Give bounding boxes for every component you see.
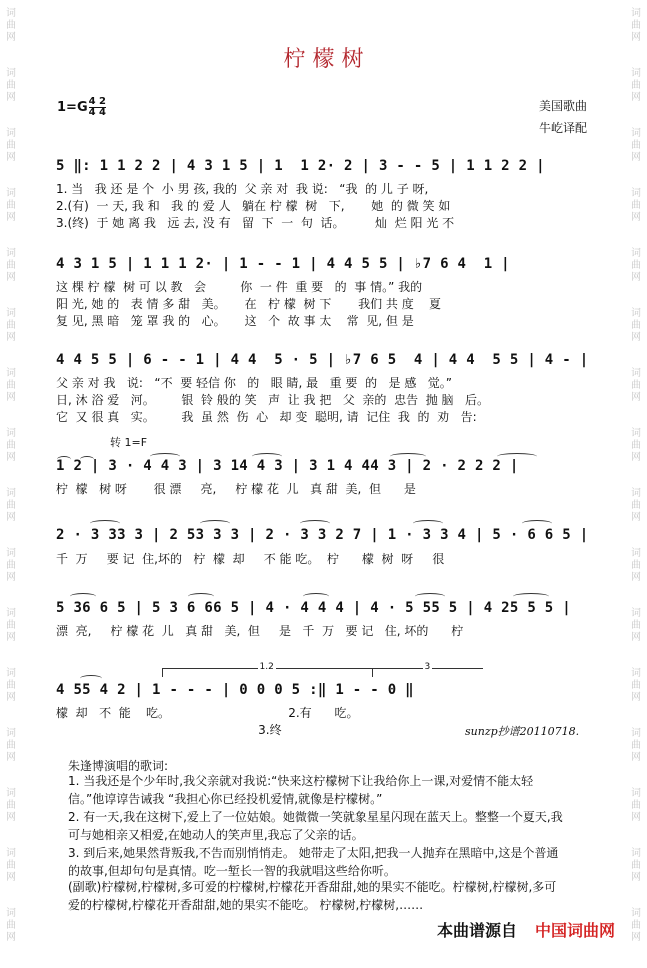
score-row-4-lyric-1: 柠 檬 树 呀 很 漂 亮, 柠 檬 花 儿 真 甜 美, 但 是: [56, 482, 416, 496]
watermark-glyphs: 词 曲 网: [631, 548, 641, 583]
slur: [413, 520, 443, 527]
score-row-3-notes: 4 4 5 5 | 6 - - 1 | 4 4 5 · 5 | ♭7 6 5 4 | 4 4 5 5 | 4 - |: [56, 352, 589, 368]
watermark-glyphs: 词 曲 网: [6, 368, 16, 403]
score-row-6-lyric-1: 漂 亮, 柠 檬 花 儿 真 甜 美, 但 是 千 万 要 记 住, 坏的 柠: [56, 624, 464, 638]
score-row-5-notes: 2 · 3 33 3 | 2 53 3 3 | 2 · 3 3 2 7 | 1 · 3 3 4 | 5 · 6 6 5 |: [56, 527, 589, 543]
slur: [252, 453, 282, 460]
watermark-glyphs: 词 曲 网: [6, 128, 16, 163]
slur: [522, 520, 552, 527]
score-row-2-lyric-3: 复 见, 黑 暗 笼 罩 我 的 心。 这 个 故 事 太 常 见, 但 是: [56, 314, 414, 328]
credits: [539, 95, 587, 139]
watermark-glyphs: 词 曲 网: [631, 368, 641, 403]
second-ending-bracket: 3: [372, 668, 483, 677]
source-label: 本曲谱源自: [436, 921, 517, 940]
score-row-7-lyric-1: 檬 却 不 能 吃。 2.有 吃。: [56, 706, 359, 720]
source-footer: [437, 918, 615, 941]
slur: [150, 453, 180, 460]
score-row-5-lyric-1: 千 万 要 记 住,坏的 柠 檬 却 不 能 吃。 柠 檬 树 呀 很: [56, 552, 445, 566]
watermark-glyphs: 词 曲 网: [6, 308, 16, 343]
score-row-1-lyric-3: 3.(终) 于 她 离 我 远 去, 没 有 留 下 一 句 话。 灿 烂 阳 光 不: [56, 216, 455, 230]
alt-lyrics-heading: 朱逢博演唱的歌词:: [68, 759, 169, 773]
first-ending-bracket: 1.2: [162, 668, 373, 677]
watermark-glyphs: 词 曲 网: [631, 668, 641, 703]
key-signature: [57, 97, 106, 118]
watermark-glyphs: 词 曲 网: [6, 68, 16, 103]
watermark-glyphs: 词 曲 网: [631, 188, 641, 223]
score-row-2-lyric-2: 阳 光, 她 的 表 情 多 甜 美。 在 柠 檬 树 下 我们 共 度 夏: [56, 297, 441, 311]
watermark-glyphs: 词 曲 网: [631, 488, 641, 523]
watermark-glyphs: 词 曲 网: [6, 608, 16, 643]
watermark-glyphs: 词 曲 网: [6, 8, 16, 43]
watermark-glyphs: 词 曲 网: [631, 308, 641, 343]
alt-verse-2: 2. 有一天,我在这树下,爱上了一位姑娘。她微微一笑就象星星闪现在蓝天上。整整一个夏天,我可与她相亲又相爱,在她动人的笑声里,我忘了父亲的话。: [68, 810, 563, 842]
watermark-glyphs: 词 曲 网: [631, 128, 641, 163]
slur: [415, 593, 445, 600]
slur: [90, 520, 120, 527]
watermark-glyphs: 词 曲 网: [631, 428, 641, 463]
alt-verse-1: 1. 当我还是个少年时,我父亲就对我说:“快来这柠檬树下让我给你上一课,对爱情不能太轻信。”他谆谆告诫我 “我担心你已经投机爱情,就像是柠檬树。”: [68, 774, 534, 806]
song-origin: 美国歌曲: [538, 99, 587, 113]
score-row-1-lyric-2: 2.(有) 一 天, 我 和 我 的 爱 人 躺在 柠 檬 树 下, 她 的 微 笑 如: [56, 199, 451, 213]
watermark-glyphs: 词 曲 网: [6, 908, 16, 943]
slur: [80, 675, 102, 682]
score-row-3-lyric-3: 它 又 很 真 实。 我 虽 然 伤 心 却 变 聪明, 请 记住 我 的 劝 告:: [56, 410, 477, 424]
slur: [70, 593, 96, 600]
watermark-glyphs: 词 曲 网: [6, 488, 16, 523]
watermark-glyphs: 词 曲 网: [6, 788, 16, 823]
translator: 牛屹译配: [538, 121, 587, 135]
watermark-glyphs: 词 曲 网: [6, 248, 16, 283]
score-row-2-notes: 4 3 1 5 | 1 1 1 2· | 1 - - 1 | 4 4 5 5 | ♭7 6 4 1 |: [56, 256, 510, 272]
song-title: 柠 檬 树: [283, 47, 364, 72]
slur: [57, 456, 71, 463]
slur: [303, 593, 329, 600]
right-watermark-column: [625, 0, 647, 968]
watermark-glyphs: 词 曲 网: [631, 848, 641, 883]
watermark-glyphs: 词 曲 网: [6, 728, 16, 763]
slur: [188, 593, 214, 600]
alt-chorus: (副歌)柠檬树,柠檬树,多可爱的柠檬树,柠檬花开香甜甜,她的果实不能吃。柠檬树,柠檬树,多可爱的柠檬树,柠檬花开香甜甜,她的果实不能吃。 柠檬树,柠檬树,……: [68, 880, 557, 912]
slur: [390, 453, 426, 460]
slur: [300, 520, 330, 527]
score-row-3-lyric-2: 日, 沐 浴 爱 河。 银 铃 般的 笑 声 让 我 把 父 亲的 忠告 抛 脑 后。: [56, 393, 489, 407]
score-row-6-notes: 5 36 6 5 | 5 3 6 66 5 | 4 · 4 4 4 | 4 · 5 55 5 | 4 25 5 5 |: [56, 600, 571, 616]
watermark-glyphs: 词 曲 网: [631, 8, 641, 43]
slur: [80, 456, 94, 463]
source-site-link[interactable]: 中国词曲网: [534, 921, 615, 940]
key-label: 1=G: [57, 100, 88, 115]
transcriber-signature: sunzp抄谱20110718.: [465, 725, 580, 738]
watermark-glyphs: 词 曲 网: [631, 248, 641, 283]
watermark-glyphs: 词 曲 网: [631, 728, 641, 763]
score-row-1-notes: 5 ‖: 1 1 2 2 | 4 3 1 5 | 1 1 2· 2 | 3 - - 5 | 1 1 2 2 |: [56, 158, 545, 174]
score-row-4-notes: 1 2 | 3 · 4 4 3 | 3 14 4 3 | 3 1 4 44 3 | 2 · 2 2 2 |: [56, 458, 519, 474]
time-signature: $\frac{4 2}{4 4}$: [88, 96, 107, 118]
watermark-glyphs: 词 曲 网: [631, 788, 641, 823]
left-watermark-column: [0, 0, 22, 968]
score-row-1-lyric-1: 1. 当 我 还 是 个 小 男 孩, 我的 父 亲 对 我 说: “我 的 儿 子 呀,: [56, 182, 429, 196]
slur: [200, 520, 230, 527]
slur: [497, 453, 537, 460]
watermark-glyphs: 词 曲 网: [6, 848, 16, 883]
watermark-glyphs: 词 曲 网: [6, 428, 16, 463]
transpose-mark: 转 1=F: [110, 436, 148, 449]
watermark-glyphs: 词 曲 网: [631, 68, 641, 103]
slur: [513, 593, 549, 600]
alt-verse-3: 3. 到后来,她果然背叛我,不告而别悄悄走。 她带走了太阳,把我一人抛弃在黑暗中,这是个普通的故事,但却句句是真情。吃一堑长一智的我就唱这些给你听。: [68, 846, 559, 878]
watermark-glyphs: 词 曲 网: [6, 548, 16, 583]
watermark-glyphs: 词 曲 网: [6, 188, 16, 223]
score-row-7-notes: 4 55 4 2 | 1 - - - | 0 0 0 5 :‖ 1 - - 0 ‖: [56, 682, 414, 698]
score-row-3-lyric-1: 父 亲 对 我 说: “不 要 轻信 你 的 眼 睛, 最 重 要 的 是 感 觉。”: [56, 376, 452, 390]
watermark-glyphs: 词 曲 网: [631, 908, 641, 943]
watermark-glyphs: 词 曲 网: [6, 668, 16, 703]
score-row-2-lyric-1: 这 棵 柠 檬 树 可 以 教 会 你 一 件 重 要 的 事 情。” 我的: [56, 280, 423, 294]
score-row-7-lyric-2: 3.终: [56, 723, 282, 737]
watermark-glyphs: 词 曲 网: [631, 608, 641, 643]
